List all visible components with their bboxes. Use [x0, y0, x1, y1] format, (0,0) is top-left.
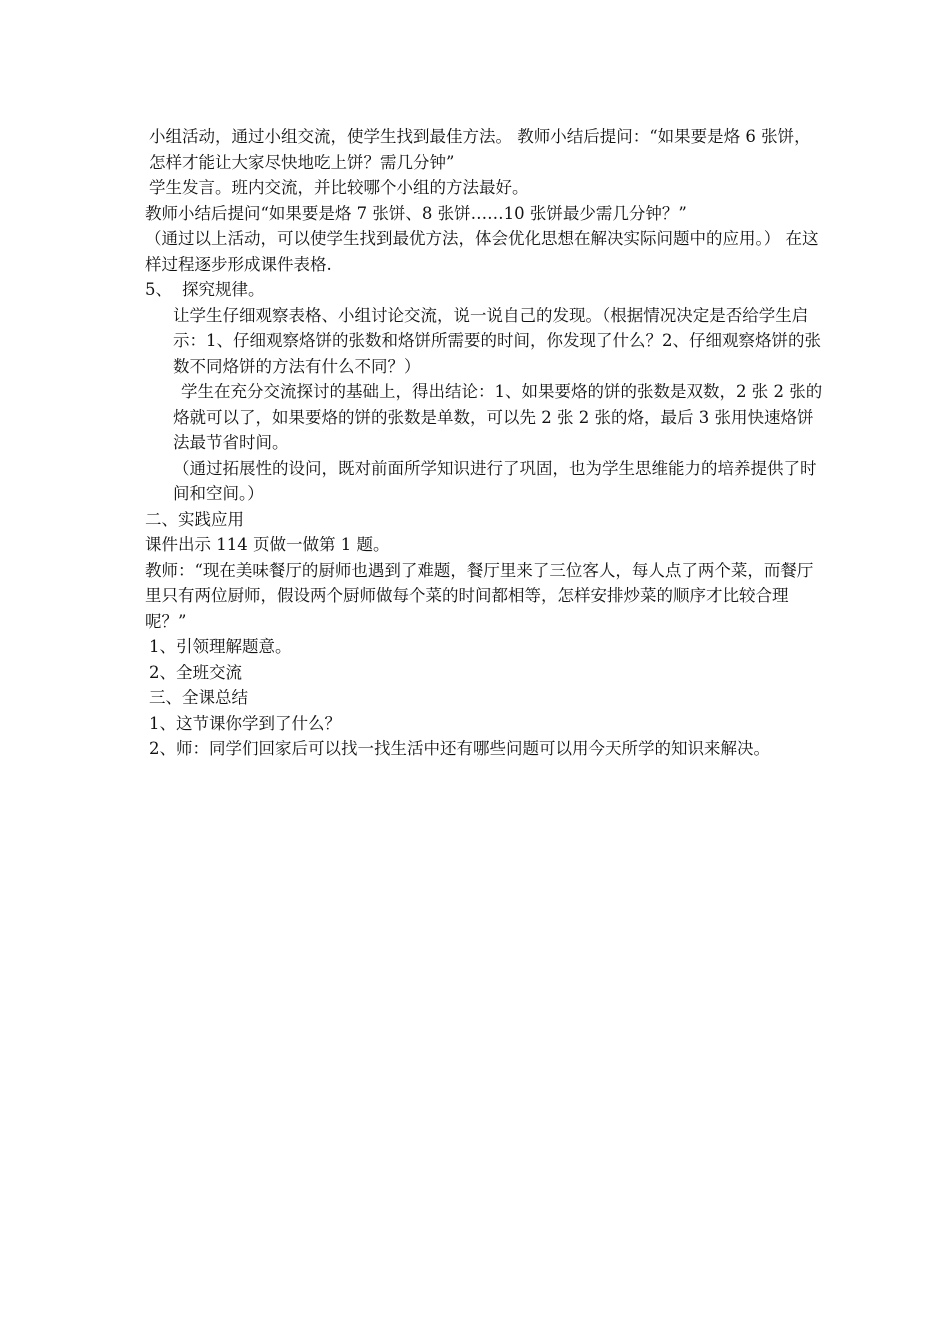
list-item-homework: 2、师：同学们回家后可以找一找生活中还有哪些问题可以用今天所学的知识来解决。 [149, 739, 770, 758]
explore-title: 探究规律。 [182, 280, 265, 299]
paragraph-student-speech: 学生发言。班内交流，并比较哪个小组的方法最好。 [149, 178, 529, 197]
paragraph-observe-table: 让学生仔细观察表格、小组讨论交流，说一说自己的发现。（根据情况决定是否给学生启示：1、仔细观察烙饼的张数和烙饼所需要的时间，你发现了什么？2、仔细观察烙饼的张数不同烙饼的方法有什么不同？） [173, 305, 821, 376]
paragraph-teacher-question: 教师小结后提问“如果要是烙 7 张饼、8 张饼……10 张饼最少需几分钟？” [145, 203, 687, 223]
paragraph-extension-note: （通过拓展性的设问，既对前面所学知识进行了巩固，也为学生思维能力的培养提供了时间和空间。） [173, 458, 817, 503]
document-body [145, 124, 825, 762]
explore-number: 5、 [145, 280, 172, 299]
paragraph-conclusion [145, 379, 825, 456]
paragraph-courseware: 课件出示 114 页做一做第 1 题。 [145, 535, 390, 554]
conclusion-text: 学生在充分交流探讨的基础上，得出结论：1、如果要烙的饼的张数是双数，2 张 2 张的烙就可以了，如果要烙的饼的张数是单数，可以先 2 张 2 张的烙，最后 3 张用快速烙饼法最节省时间。 [173, 382, 823, 452]
section-heading-summary: 三、全课总结 [149, 688, 248, 707]
list-item-what-learned: 1、这节课你学到了什么？ [149, 713, 341, 733]
list-item-class-exchange: 2、全班交流 [149, 662, 242, 682]
list-item-understand: 1、引领理解题意。 [149, 637, 292, 656]
section-heading-practice: 二、实践应用 [145, 509, 244, 529]
paragraph-explore-heading [145, 277, 825, 303]
paragraph-teacher-restaurant: 教师：“现在美味餐厅的厨师也遇到了难题，餐厅里来了三位客人，每人点了两个菜，而餐厅里只有两位厨师，假设两个厨师做每个菜的时间都相等，怎样安排炒菜的顺序才比较合理呢？” [145, 560, 814, 631]
paragraph-group-activity: 小组活动，通过小组交流，使学生找到最佳方法。 教师小结后提问：“如果要是烙 6 张饼，怎样才能让大家尽快地吃上饼？需几分钟” [149, 127, 811, 172]
paragraph-activity-note: （通过以上活动，可以使学生找到最优方法，体会优化思想在解决实际问题中的应用。） 在这样过程逐步形成课件表格. [145, 229, 819, 274]
